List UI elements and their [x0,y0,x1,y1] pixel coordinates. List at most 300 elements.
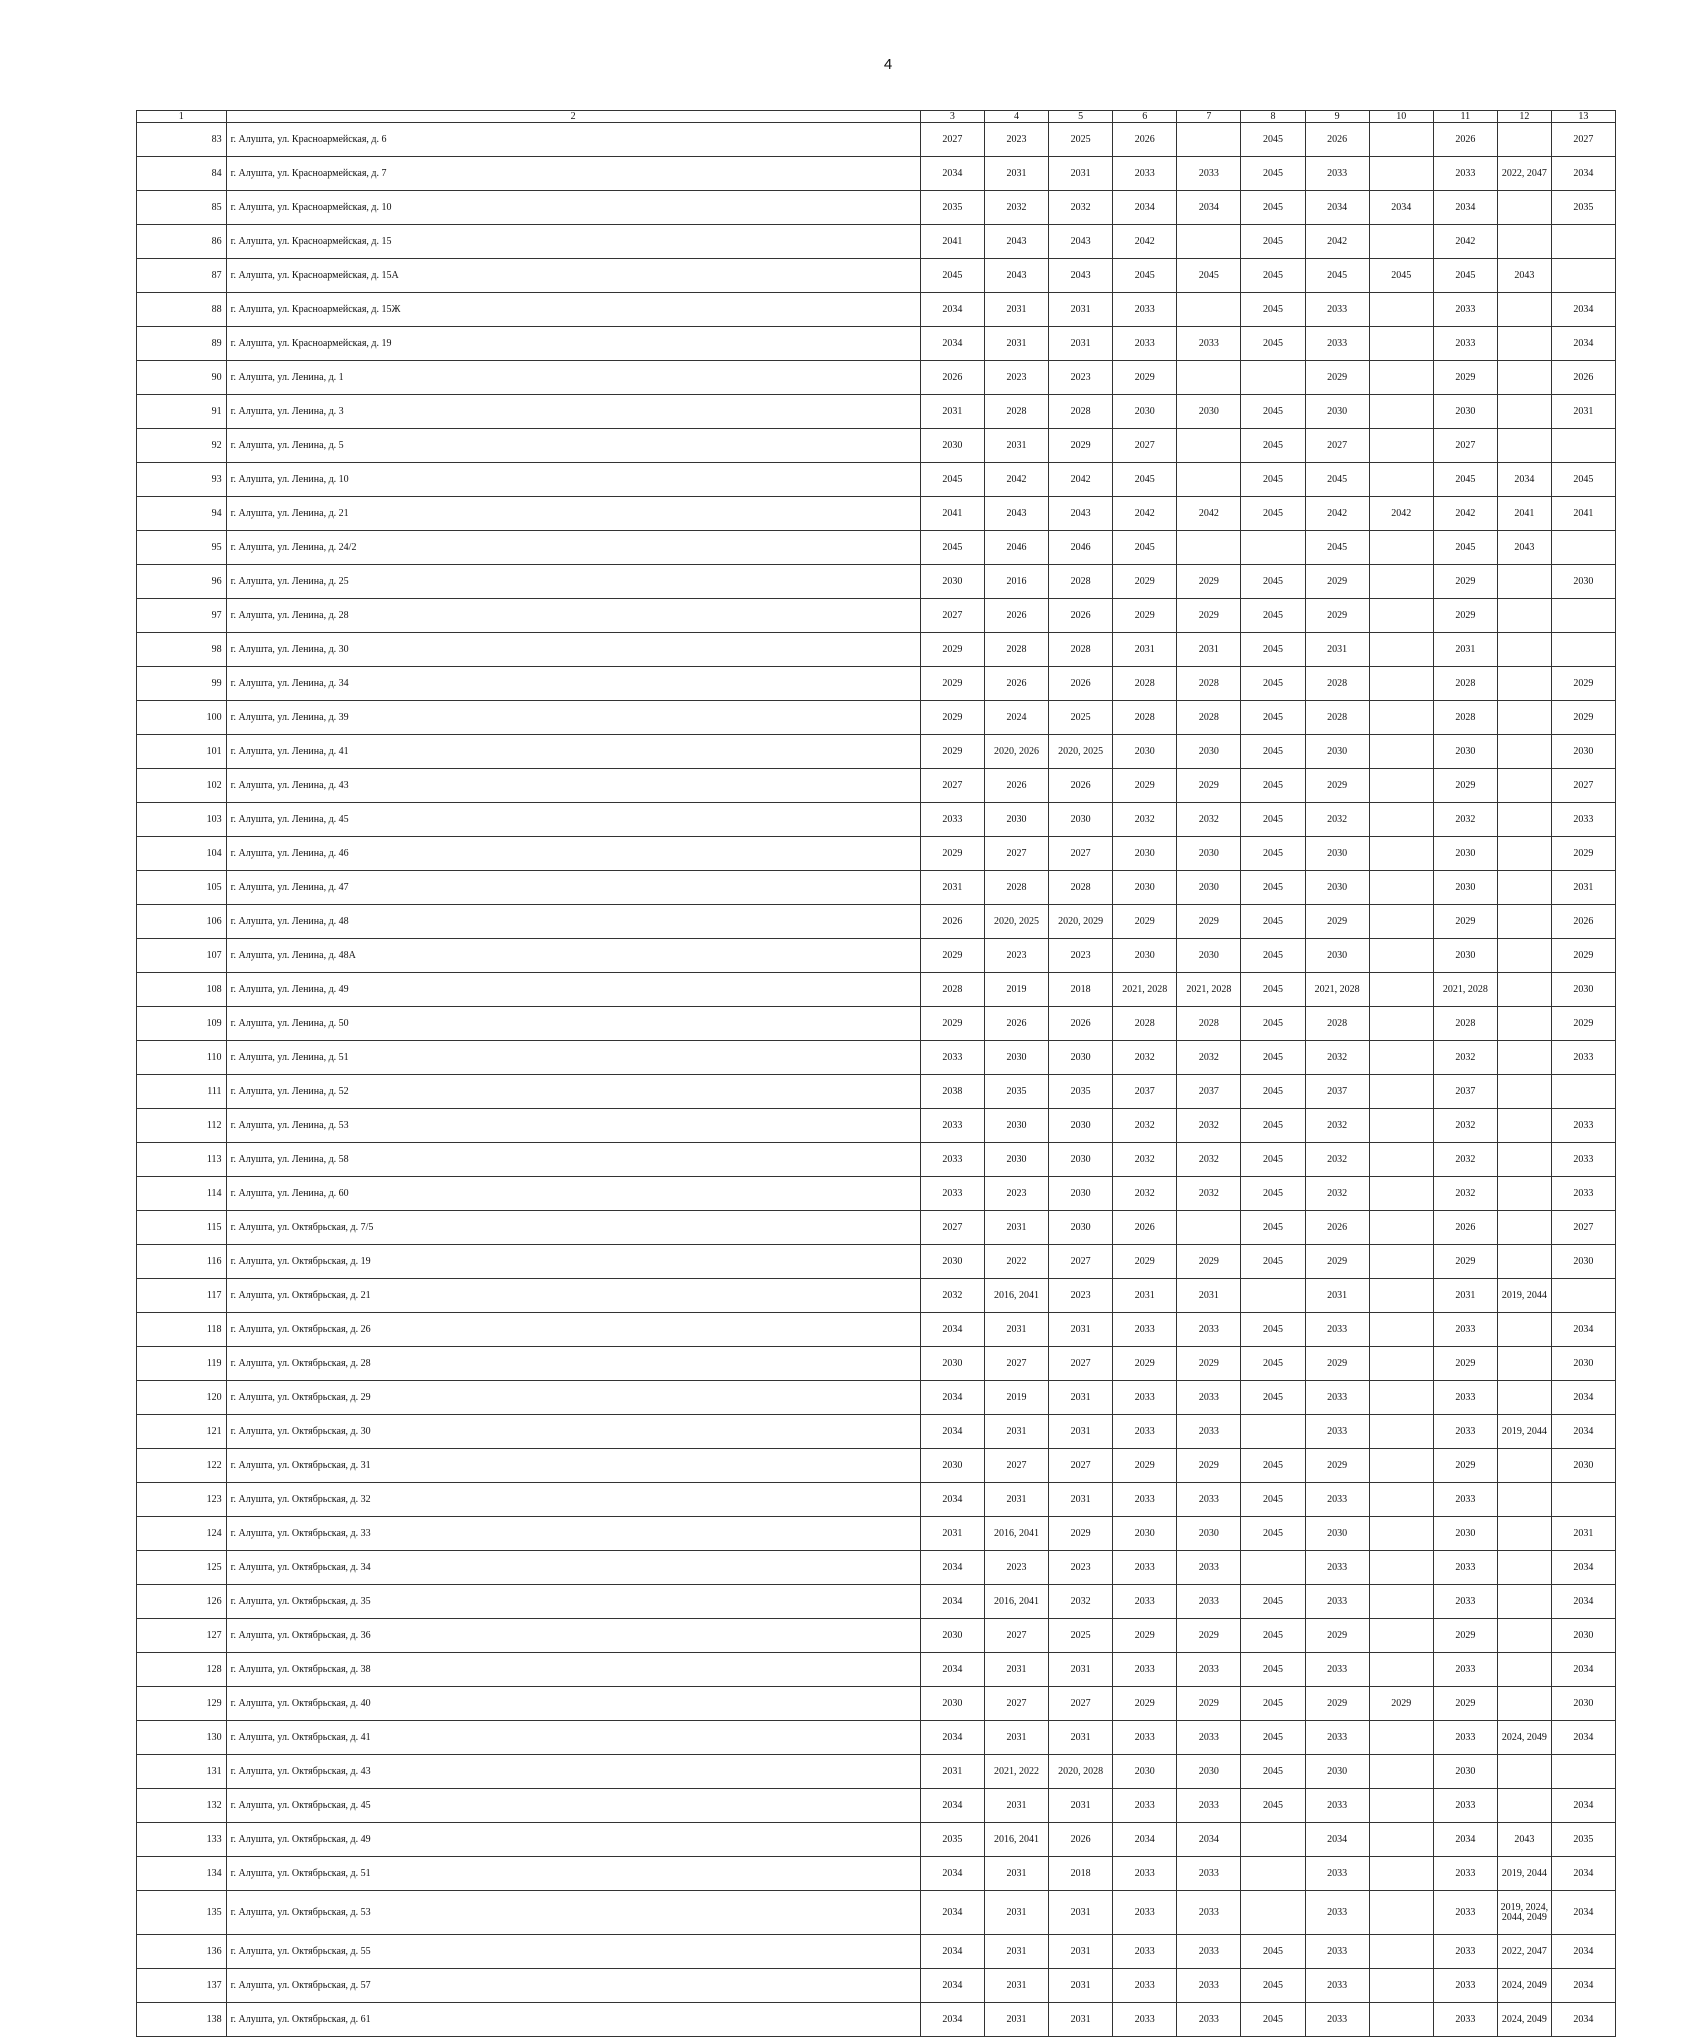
year-cell: 2031 [1305,633,1369,667]
year-cell: 2031 [1433,633,1497,667]
year-cell: 2019, 2044 [1497,1415,1551,1449]
row-number-cell: 107 [137,939,227,973]
year-cell [1551,599,1615,633]
year-cell: 2030 [984,1041,1048,1075]
year-cell: 2030 [920,1347,984,1381]
year-cell: 2028 [1177,701,1241,735]
table-row [137,837,1616,871]
year-cell [1369,1755,1433,1789]
year-cell [1369,327,1433,361]
year-cell: 2023 [984,1177,1048,1211]
year-cell [1497,123,1551,157]
year-cell: 2028 [984,633,1048,667]
address-cell: г. Алушта, ул. Ленина, д. 3 [226,395,920,429]
row-number-cell: 95 [137,531,227,565]
year-cell: 2029 [1113,905,1177,939]
year-cell: 2031 [984,1483,1048,1517]
year-cell: 2031 [1049,1415,1113,1449]
year-cell: 2029 [1305,361,1369,395]
year-cell [1177,225,1241,259]
address-cell: г. Алушта, ул. Ленина, д. 21 [226,497,920,531]
year-cell: 2031 [1113,633,1177,667]
column-header-10: 10 [1369,111,1433,123]
year-cell: 2045 [1305,259,1369,293]
year-cell: 2029 [1113,1687,1177,1721]
year-cell: 2045 [920,463,984,497]
year-cell: 2034 [920,1585,984,1619]
year-cell: 2043 [1497,1823,1551,1857]
address-cell: г. Алушта, ул. Красноармейская, д. 15А [226,259,920,293]
year-cell: 2034 [920,1381,984,1415]
year-cell: 2028 [984,395,1048,429]
year-cell: 2037 [1177,1075,1241,1109]
row-number-cell: 119 [137,1347,227,1381]
year-cell: 2022, 2047 [1497,1935,1551,1969]
year-cell: 2034 [1551,1935,1615,1969]
year-cell: 2033 [1305,1789,1369,1823]
year-cell: 2031 [1049,327,1113,361]
year-cell: 2027 [920,1211,984,1245]
year-cell: 2033 [1433,1891,1497,1935]
address-cell: г. Алушта, ул. Октябрьская, д. 55 [226,1935,920,1969]
year-cell: 2045 [1241,1075,1305,1109]
year-cell: 2034 [920,1653,984,1687]
year-cell: 2030 [1177,837,1241,871]
year-cell: 2030 [1113,1517,1177,1551]
year-cell: 2033 [1433,1721,1497,1755]
column-header-6: 6 [1113,111,1177,123]
year-cell: 2045 [1241,1109,1305,1143]
year-cell: 2023 [1049,939,1113,973]
year-cell: 2034 [920,1415,984,1449]
year-cell: 2033 [1177,2003,1241,2037]
year-cell: 2029 [1113,565,1177,599]
year-cell: 2031 [1305,1279,1369,1313]
year-cell [1369,973,1433,1007]
year-cell: 2043 [1049,497,1113,531]
year-cell: 2031 [1049,1935,1113,1969]
year-cell: 2020, 2028 [1049,1755,1113,1789]
year-cell: 2033 [1433,1313,1497,1347]
year-cell: 2016, 2041 [984,1517,1048,1551]
year-cell: 2035 [984,1075,1048,1109]
year-cell [1497,1381,1551,1415]
year-cell [1369,939,1433,973]
year-cell: 2043 [984,225,1048,259]
row-number-cell: 125 [137,1551,227,1585]
year-cell: 2029 [1433,905,1497,939]
year-cell: 2027 [1305,429,1369,463]
year-cell [1369,1245,1433,1279]
address-cell: г. Алушта, ул. Октябрьская, д. 51 [226,1857,920,1891]
year-cell: 2027 [984,837,1048,871]
row-number-cell: 109 [137,1007,227,1041]
year-cell: 2032 [1305,803,1369,837]
year-cell [1497,1585,1551,1619]
year-cell: 2023 [1049,1551,1113,1585]
address-cell: г. Алушта, ул. Ленина, д. 52 [226,1075,920,1109]
year-cell [1241,361,1305,395]
year-cell: 2030 [1551,973,1615,1007]
table-row [137,1969,1616,2003]
year-cell [1369,429,1433,463]
address-cell: г. Алушта, ул. Октябрьская, д. 34 [226,1551,920,1585]
year-cell [1497,191,1551,225]
year-cell: 2045 [1433,463,1497,497]
table-row [137,633,1616,667]
year-cell: 2029 [920,1007,984,1041]
year-cell: 2030 [1049,803,1113,837]
year-cell: 2033 [1305,2003,1369,2037]
year-cell [1241,1279,1305,1313]
table-row [137,973,1616,1007]
year-cell: 2045 [1241,1755,1305,1789]
year-cell: 2029 [1113,361,1177,395]
year-cell: 2031 [1049,1721,1113,1755]
year-cell [1551,1755,1615,1789]
year-cell: 2045 [1241,871,1305,905]
year-cell: 2035 [920,1823,984,1857]
row-number-cell: 92 [137,429,227,463]
year-cell: 2045 [1241,1721,1305,1755]
row-number-cell: 108 [137,973,227,1007]
year-cell: 2029 [1049,429,1113,463]
year-cell: 2033 [1433,1585,1497,1619]
year-cell: 2034 [1305,1823,1369,1857]
year-cell: 2033 [920,1143,984,1177]
table-row [137,327,1616,361]
year-cell: 2030 [1049,1177,1113,1211]
year-cell: 2027 [920,769,984,803]
year-cell: 2029 [1177,1347,1241,1381]
year-cell: 2031 [1049,2003,1113,2037]
column-header-11: 11 [1433,111,1497,123]
year-cell: 2031 [984,2003,1048,2037]
year-cell: 2034 [1551,1551,1615,1585]
address-cell: г. Алушта, ул. Октябрьская, д. 26 [226,1313,920,1347]
table-row [137,1517,1616,1551]
year-cell: 2043 [984,497,1048,531]
year-cell [1369,225,1433,259]
row-number-cell: 87 [137,259,227,293]
year-cell: 2045 [1241,1143,1305,1177]
year-cell: 2030 [1113,871,1177,905]
year-cell: 2026 [920,361,984,395]
year-cell: 2033 [920,803,984,837]
year-cell: 2031 [920,1755,984,1789]
row-number-cell: 117 [137,1279,227,1313]
year-cell: 2020, 2029 [1049,905,1113,939]
year-cell: 2045 [1241,497,1305,531]
year-cell [1497,429,1551,463]
year-cell [1241,1415,1305,1449]
year-cell: 2030 [1433,395,1497,429]
row-number-cell: 120 [137,1381,227,1415]
address-cell: г. Алушта, ул. Ленина, д. 45 [226,803,920,837]
row-number-cell: 116 [137,1245,227,1279]
year-cell: 2042 [1433,497,1497,531]
address-cell: г. Алушта, ул. Октябрьская, д. 33 [226,1517,920,1551]
year-cell: 2033 [1305,1585,1369,1619]
year-cell: 2031 [984,1721,1048,1755]
schedule-table [136,110,1616,2037]
table-row [137,1415,1616,1449]
year-cell: 2045 [1433,259,1497,293]
address-cell: г. Алушта, ул. Красноармейская, д. 15 [226,225,920,259]
year-cell: 2045 [1241,1007,1305,1041]
table-row [137,1789,1616,1823]
table-row [137,259,1616,293]
year-cell: 2023 [984,361,1048,395]
table-row [137,1823,1616,1857]
year-cell [1369,293,1433,327]
year-cell [1369,1483,1433,1517]
year-cell: 2021, 2028 [1177,973,1241,1007]
row-number-cell: 101 [137,735,227,769]
year-cell [1497,905,1551,939]
year-cell: 2033 [1305,1551,1369,1585]
year-cell: 2045 [1241,1935,1305,1969]
address-cell: г. Алушта, ул. Ленина, д. 28 [226,599,920,633]
year-cell [1177,361,1241,395]
year-cell [1177,429,1241,463]
year-cell [1241,1857,1305,1891]
year-cell: 2029 [1369,1687,1433,1721]
row-number-cell: 97 [137,599,227,633]
year-cell: 2045 [1241,667,1305,701]
column-header-5: 5 [1049,111,1113,123]
year-cell [1497,1347,1551,1381]
year-cell: 2033 [1113,2003,1177,2037]
year-cell: 2028 [1049,565,1113,599]
year-cell: 2027 [920,599,984,633]
year-cell: 2029 [1113,769,1177,803]
year-cell: 2033 [1113,157,1177,191]
row-number-cell: 131 [137,1755,227,1789]
year-cell: 2034 [1551,1381,1615,1415]
year-cell: 2035 [1551,1823,1615,1857]
year-cell: 2023 [984,939,1048,973]
year-cell: 2030 [1305,1517,1369,1551]
year-cell: 2016, 2041 [984,1279,1048,1313]
address-cell: г. Алушта, ул. Ленина, д. 39 [226,701,920,735]
year-cell: 2030 [1305,939,1369,973]
year-cell: 2034 [1551,1789,1615,1823]
year-cell: 2031 [984,327,1048,361]
year-cell: 2029 [920,701,984,735]
year-cell: 2032 [1433,1177,1497,1211]
year-cell [1369,769,1433,803]
year-cell: 2029 [920,735,984,769]
year-cell: 2028 [1433,1007,1497,1041]
year-cell: 2029 [1113,1449,1177,1483]
year-cell: 2030 [1551,1245,1615,1279]
year-cell: 2033 [1551,1041,1615,1075]
year-cell: 2033 [1551,1143,1615,1177]
year-cell: 2037 [1433,1075,1497,1109]
year-cell [1177,531,1241,565]
year-cell [1497,1177,1551,1211]
year-cell: 2031 [1049,1653,1113,1687]
table-row [137,123,1616,157]
table-row [137,157,1616,191]
year-cell [1369,1823,1433,1857]
table-row [137,1755,1616,1789]
table-row [137,1619,1616,1653]
table-row [137,361,1616,395]
year-cell: 2030 [1433,939,1497,973]
year-cell: 2041 [1497,497,1551,531]
row-number-cell: 98 [137,633,227,667]
address-cell: г. Алушта, ул. Ленина, д. 43 [226,769,920,803]
table-row [137,701,1616,735]
year-cell [1497,837,1551,871]
year-cell [1241,1551,1305,1585]
year-cell: 2031 [1551,871,1615,905]
year-cell: 2024 [984,701,1048,735]
year-cell: 2045 [1241,2003,1305,2037]
year-cell: 2045 [1241,803,1305,837]
year-cell: 2034 [1551,1313,1615,1347]
year-cell: 2031 [1177,1279,1241,1313]
year-cell: 2031 [1049,1891,1113,1935]
year-cell: 2026 [1113,1211,1177,1245]
year-cell: 2030 [1049,1143,1113,1177]
year-cell: 2026 [1049,1823,1113,1857]
year-cell: 2022 [984,1245,1048,1279]
year-cell: 2042 [984,463,1048,497]
year-cell: 2026 [920,905,984,939]
year-cell: 2029 [1305,769,1369,803]
year-cell: 2020, 2025 [984,905,1048,939]
row-number-cell: 85 [137,191,227,225]
year-cell: 2031 [1113,1279,1177,1313]
year-cell [1497,361,1551,395]
year-cell: 2045 [1241,327,1305,361]
row-number-cell: 121 [137,1415,227,1449]
year-cell: 2030 [1433,735,1497,769]
year-cell: 2031 [984,157,1048,191]
year-cell [1369,1789,1433,1823]
year-cell: 2045 [1241,1449,1305,1483]
address-cell: г. Алушта, ул. Октябрьская, д. 7/5 [226,1211,920,1245]
year-cell [1177,293,1241,327]
row-number-cell: 86 [137,225,227,259]
year-cell: 2031 [984,1969,1048,2003]
year-cell: 2031 [984,1891,1048,1935]
address-cell: г. Алушта, ул. Ленина, д. 34 [226,667,920,701]
address-cell: г. Алушта, ул. Ленина, д. 46 [226,837,920,871]
year-cell: 2037 [1113,1075,1177,1109]
year-cell: 2027 [1049,1687,1113,1721]
table-row [137,497,1616,531]
year-cell: 2045 [1305,463,1369,497]
year-cell: 2026 [1305,1211,1369,1245]
table-row [137,1551,1616,1585]
year-cell [1241,1823,1305,1857]
year-cell: 2031 [1551,1517,1615,1551]
year-cell: 2033 [1305,1969,1369,2003]
year-cell: 2021, 2028 [1113,973,1177,1007]
year-cell: 2034 [1177,1823,1241,1857]
year-cell [1369,1211,1433,1245]
address-cell: г. Алушта, ул. Ленина, д. 25 [226,565,920,599]
year-cell: 2032 [1113,1109,1177,1143]
year-cell: 2034 [1551,1721,1615,1755]
year-cell: 2029 [1433,1245,1497,1279]
year-cell: 2026 [984,769,1048,803]
row-number-cell: 137 [137,1969,227,2003]
year-cell [1497,1619,1551,1653]
year-cell: 2031 [1551,395,1615,429]
year-cell [1497,871,1551,905]
year-cell: 2029 [1433,1687,1497,1721]
address-cell: г. Алушта, ул. Ленина, д. 48 [226,905,920,939]
year-cell: 2029 [1305,1245,1369,1279]
year-cell: 2041 [920,497,984,531]
address-cell: г. Алушта, ул. Ленина, д. 24/2 [226,531,920,565]
year-cell [1177,123,1241,157]
year-cell: 2037 [1305,1075,1369,1109]
year-cell: 2042 [1305,225,1369,259]
year-cell: 2027 [984,1687,1048,1721]
year-cell: 2034 [1551,293,1615,327]
year-cell: 2029 [1433,769,1497,803]
address-cell: г. Алушта, ул. Октябрьская, д. 31 [226,1449,920,1483]
year-cell: 2034 [1551,1969,1615,2003]
year-cell: 2024, 2049 [1497,1969,1551,2003]
year-cell: 2031 [1049,1313,1113,1347]
year-cell: 2034 [920,1483,984,1517]
year-cell: 2034 [1551,1415,1615,1449]
year-cell [1369,565,1433,599]
column-header-3: 3 [920,111,984,123]
year-cell: 2032 [1433,1143,1497,1177]
year-cell: 2033 [1305,1415,1369,1449]
row-number-cell: 128 [137,1653,227,1687]
year-cell [1241,1891,1305,1935]
year-cell: 2045 [1241,1619,1305,1653]
year-cell: 2033 [1305,1857,1369,1891]
year-cell: 2033 [1113,1551,1177,1585]
year-cell: 2032 [1113,1143,1177,1177]
address-cell: г. Алушта, ул. Ленина, д. 51 [226,1041,920,1075]
year-cell: 2031 [1049,1969,1113,2003]
year-cell: 2032 [1113,803,1177,837]
table-row [137,463,1616,497]
year-cell: 2030 [1433,1517,1497,1551]
address-cell: г. Алушта, ул. Ленина, д. 47 [226,871,920,905]
year-cell: 2042 [1305,497,1369,531]
year-cell: 2026 [1551,361,1615,395]
year-cell [1369,1653,1433,1687]
table-row [137,1143,1616,1177]
year-cell: 2031 [984,1211,1048,1245]
year-cell: 2033 [1433,1789,1497,1823]
address-cell: г. Алушта, ул. Октябрьская, д. 40 [226,1687,920,1721]
year-cell: 2020, 2025 [1049,735,1113,769]
year-cell: 2033 [1305,1721,1369,1755]
year-cell [1369,871,1433,905]
year-cell: 2032 [1433,803,1497,837]
row-number-cell: 90 [137,361,227,395]
year-cell: 2030 [1177,939,1241,973]
year-cell: 2029 [1551,667,1615,701]
year-cell: 2031 [984,1653,1048,1687]
year-cell: 2026 [1049,667,1113,701]
year-cell: 2043 [1497,259,1551,293]
year-cell [1369,905,1433,939]
